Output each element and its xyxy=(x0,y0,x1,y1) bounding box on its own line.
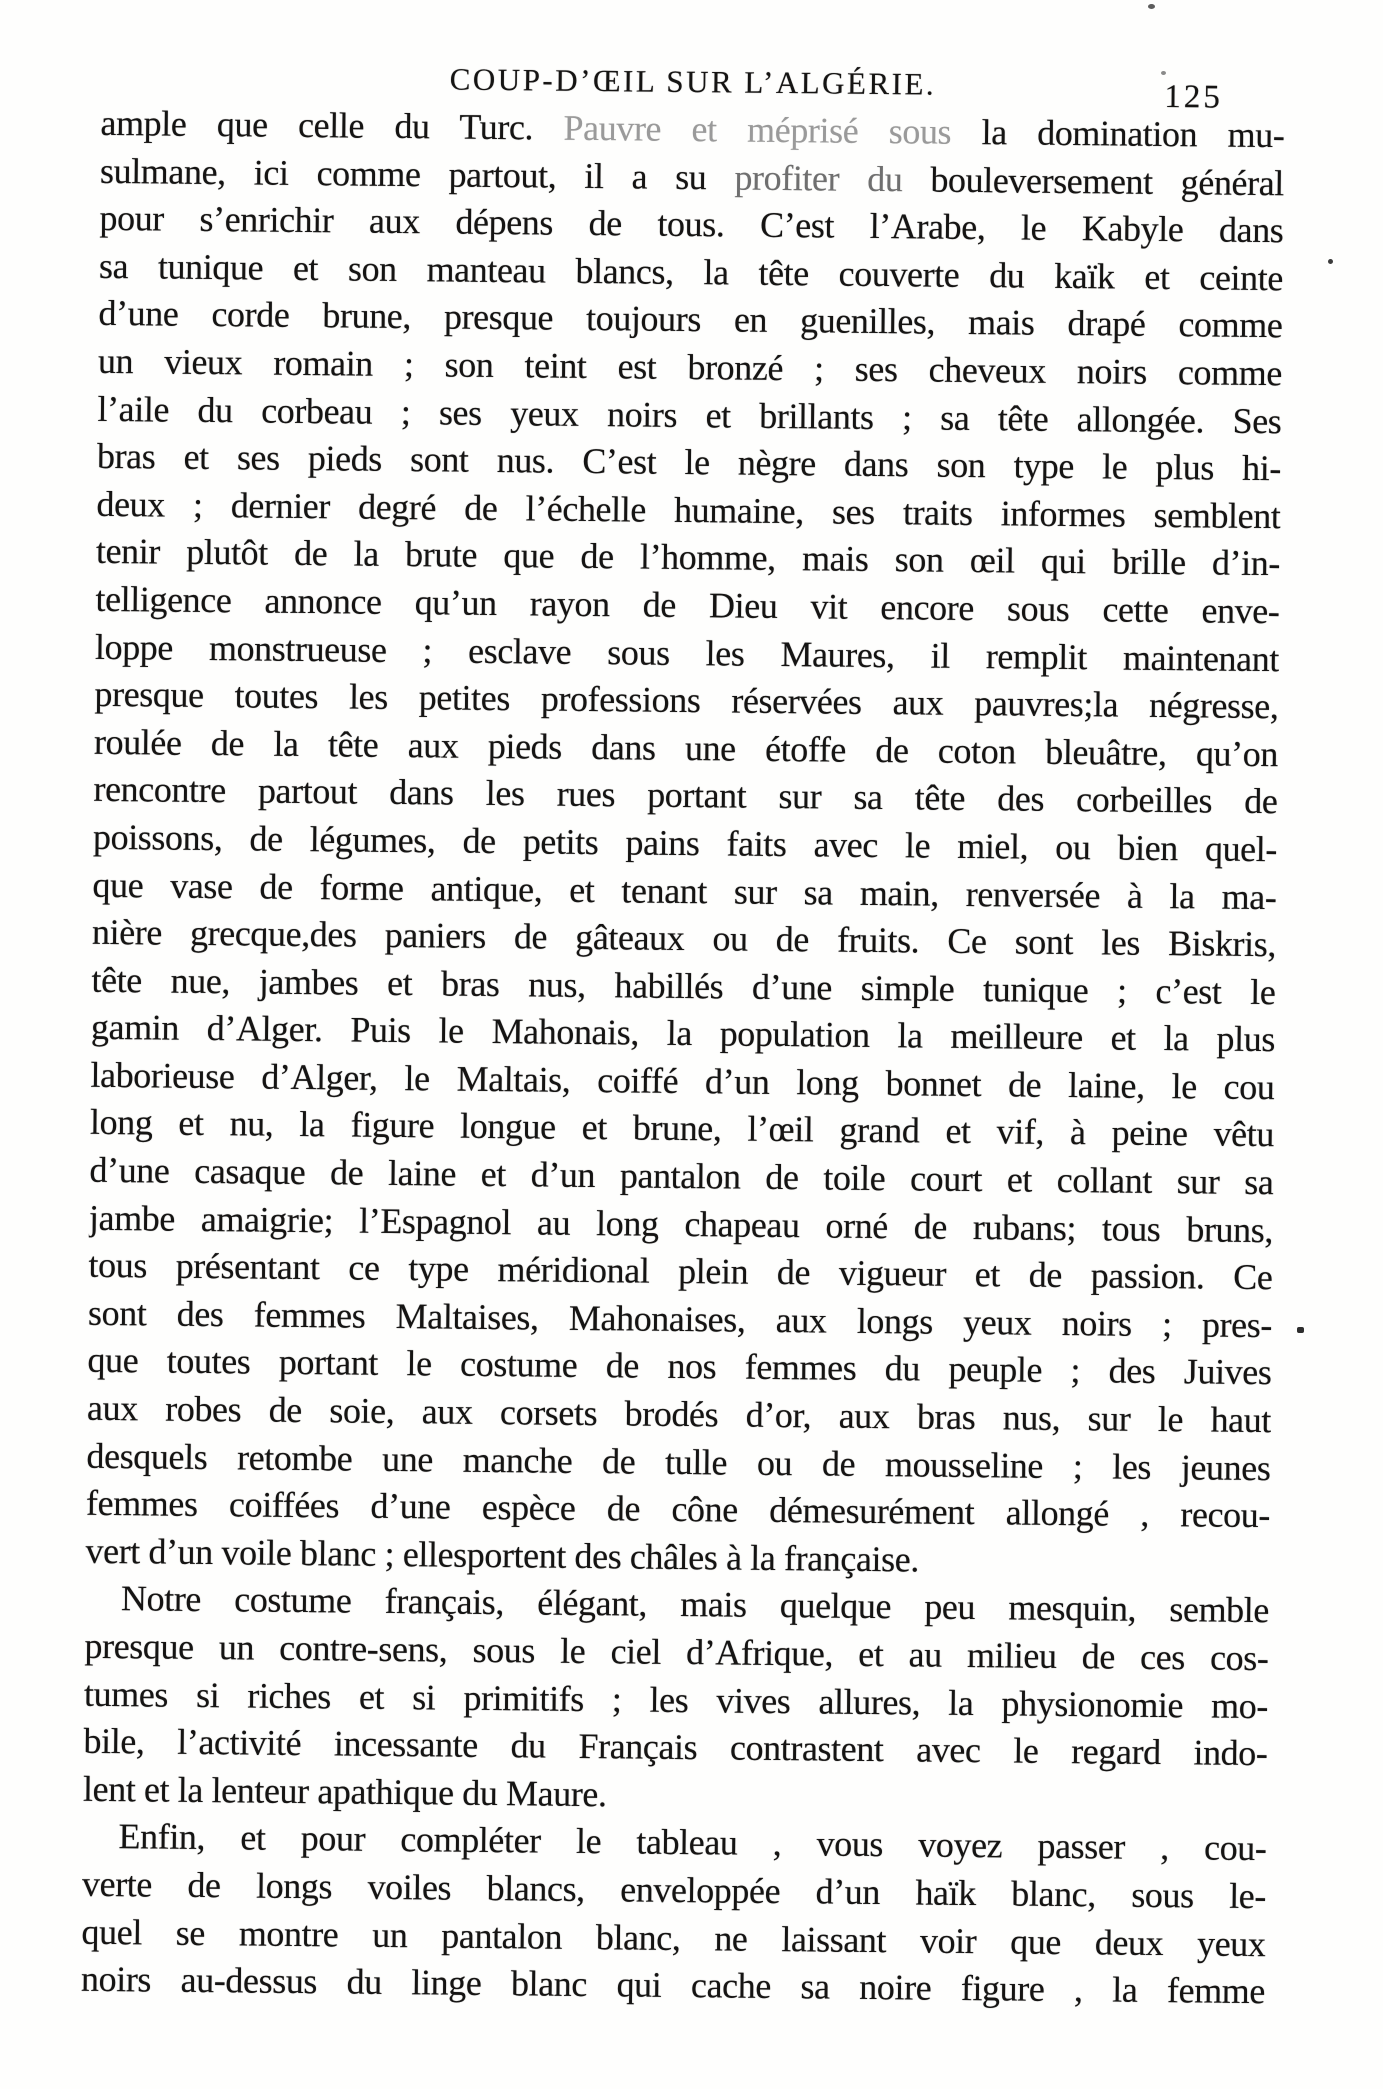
text-line: d’une casaque de laine et d’un pantalon de toile court et collant sur sa xyxy=(89,1149,1274,1203)
text-line: loppe monstrueuse ; esclave sous les Maures, il remplit maintenant xyxy=(94,626,1280,679)
text-line: que vase de forme antique, et tenant sur sa main, renversée à la ma- xyxy=(92,864,1277,917)
text-line: sa tunique et son manteau blancs, la tête couverte du kaïk et ceinte xyxy=(98,245,1284,299)
text-line: verte de longs voiles blancs, enveloppée d’un haïk blanc, sous le- xyxy=(81,1863,1267,1917)
text-line: nière grecque,des paniers de gâteaux ou de fruits. Ce sont les Biskris, xyxy=(91,911,1277,965)
text-line: jambe amaigrie; l’Espagnol au long chapeau orné de rubans; tous bruns, xyxy=(88,1197,1274,1250)
text-line: sont des femmes Maltaises, Mahonaises, aux longs yeux noirs ; pres- xyxy=(87,1292,1273,1346)
text-segment: bouleversement général xyxy=(902,158,1285,203)
text-line: femmes coiffées d’une espèce de cône démesurément allongé , recou- xyxy=(85,1482,1271,1536)
text-line: long et nu, la figure longue et brune, l’œil grand et vif, à peine vêtu xyxy=(89,1102,1275,1155)
text-segment: sulmane, ici comme partout, il a su xyxy=(99,150,735,198)
text-line: presque un contre-sens, sous le ciel d’Afrique, et au milieu de ces cos- xyxy=(84,1625,1269,1679)
text-line: tous présentant ce type méridional plein de vigueur et de passion. Ce xyxy=(88,1245,1273,1298)
text-line: presque toutes les petites professions réservées aux pauvres;la négresse, xyxy=(94,673,1279,727)
text-line: lent et la lenteur apathique du Maure. xyxy=(82,1768,607,1815)
text-line: deux ; dernier degré de l’échelle humaine, ses traits informes semblent xyxy=(96,483,1281,536)
page-number: 125 xyxy=(1164,78,1224,116)
text-segment: ample que celle du Turc. xyxy=(100,102,564,148)
text-line: l’aile du corbeau ; ses yeux noirs et brillants ; sa tête allongée. Ses xyxy=(97,388,1282,441)
text-line: bile, l’activité incessante du Français contrastent avec le regard indo- xyxy=(83,1720,1268,1774)
text-line: quel se montre un pantalon blanc, ne laissant voir que deux yeux xyxy=(81,1911,1266,1964)
text-line: tête nue, jambes et bras nus, habillés d’une simple tunique ; c’est le xyxy=(91,959,1276,1012)
page-content xyxy=(81,52,1285,2016)
text-line: un vieux romain ; son teint est bronzé ; ses cheveux noirs comme xyxy=(97,340,1283,394)
text-line: vert d’un voile blanc ; ellesportent des châles à la française. xyxy=(85,1530,920,1580)
text-line: gamin d’Alger. Puis le Mahonais, la population la meilleure et la plus xyxy=(90,1007,1276,1060)
text-line: Enfin, et pour compléter le tableau , vous voyez passer , cou- xyxy=(118,1816,1267,1869)
text-line: laborieuse d’Alger, le Maltais, coiffé d’un long bonnet de laine, le cou xyxy=(90,1054,1275,1108)
text-line: d’une corde brune, presque toujours en guenilles, mais drapé comme xyxy=(98,293,1283,346)
text-line: poissons, de légumes, de petits pains faits avec le miel, ou bien quel- xyxy=(92,816,1278,870)
text-line: noirs au-dessus du linge blanc qui cache sa noire figure , la femme xyxy=(80,1958,1266,2012)
text-line: rencontre partout dans les rues portant sur sa tête des corbeilles de xyxy=(93,769,1278,822)
scan-speck xyxy=(1148,4,1155,9)
text-segment: la domination mu- xyxy=(950,111,1285,156)
text-line: roulée de la tête aux pieds dans une étoffe de coton bleuâtre, qu’on xyxy=(93,721,1279,774)
text-line: telligence annonce qu’un rayon de Dieu vit encore sous cette enve- xyxy=(95,578,1280,632)
body-text xyxy=(81,100,1285,2016)
text-line: desquels retombe une manche de tulle ou de mousseline ; les jeunes xyxy=(86,1435,1271,1488)
text-line: Notre costume français, élégant, mais quelque peu mesquin, semble xyxy=(120,1578,1270,1631)
text-line: aux robes de soie, aux corsets brodés d’or, aux bras nus, sur le haut xyxy=(86,1387,1272,1441)
text-line: pour s’enrichir aux dépens de tous. C’est l’Arabe, le Kabyle dans xyxy=(99,198,1284,251)
faded-text: Pauvre et méprisé sous xyxy=(563,107,952,152)
scan-speck xyxy=(1328,259,1333,264)
faded-text: profiter du xyxy=(734,157,903,199)
text-line: tumes si riches et si primitifs ; les vives allures, la physionomie mo- xyxy=(83,1673,1269,1726)
text-line: tenir plutôt de la brute que de l’homme, mais son œil qui brille d’in- xyxy=(95,531,1281,584)
text-line: que toutes portant le costume de nos femmes du peuple ; des Juives xyxy=(87,1340,1272,1393)
text-line: bras et ses pieds sont nus. C’est le nègre dans son type le plus hi- xyxy=(96,435,1282,489)
scan-speck xyxy=(1297,1327,1304,1333)
running-title: COUP-D’ŒIL SUR L’ALGÉRIE. xyxy=(449,61,937,102)
